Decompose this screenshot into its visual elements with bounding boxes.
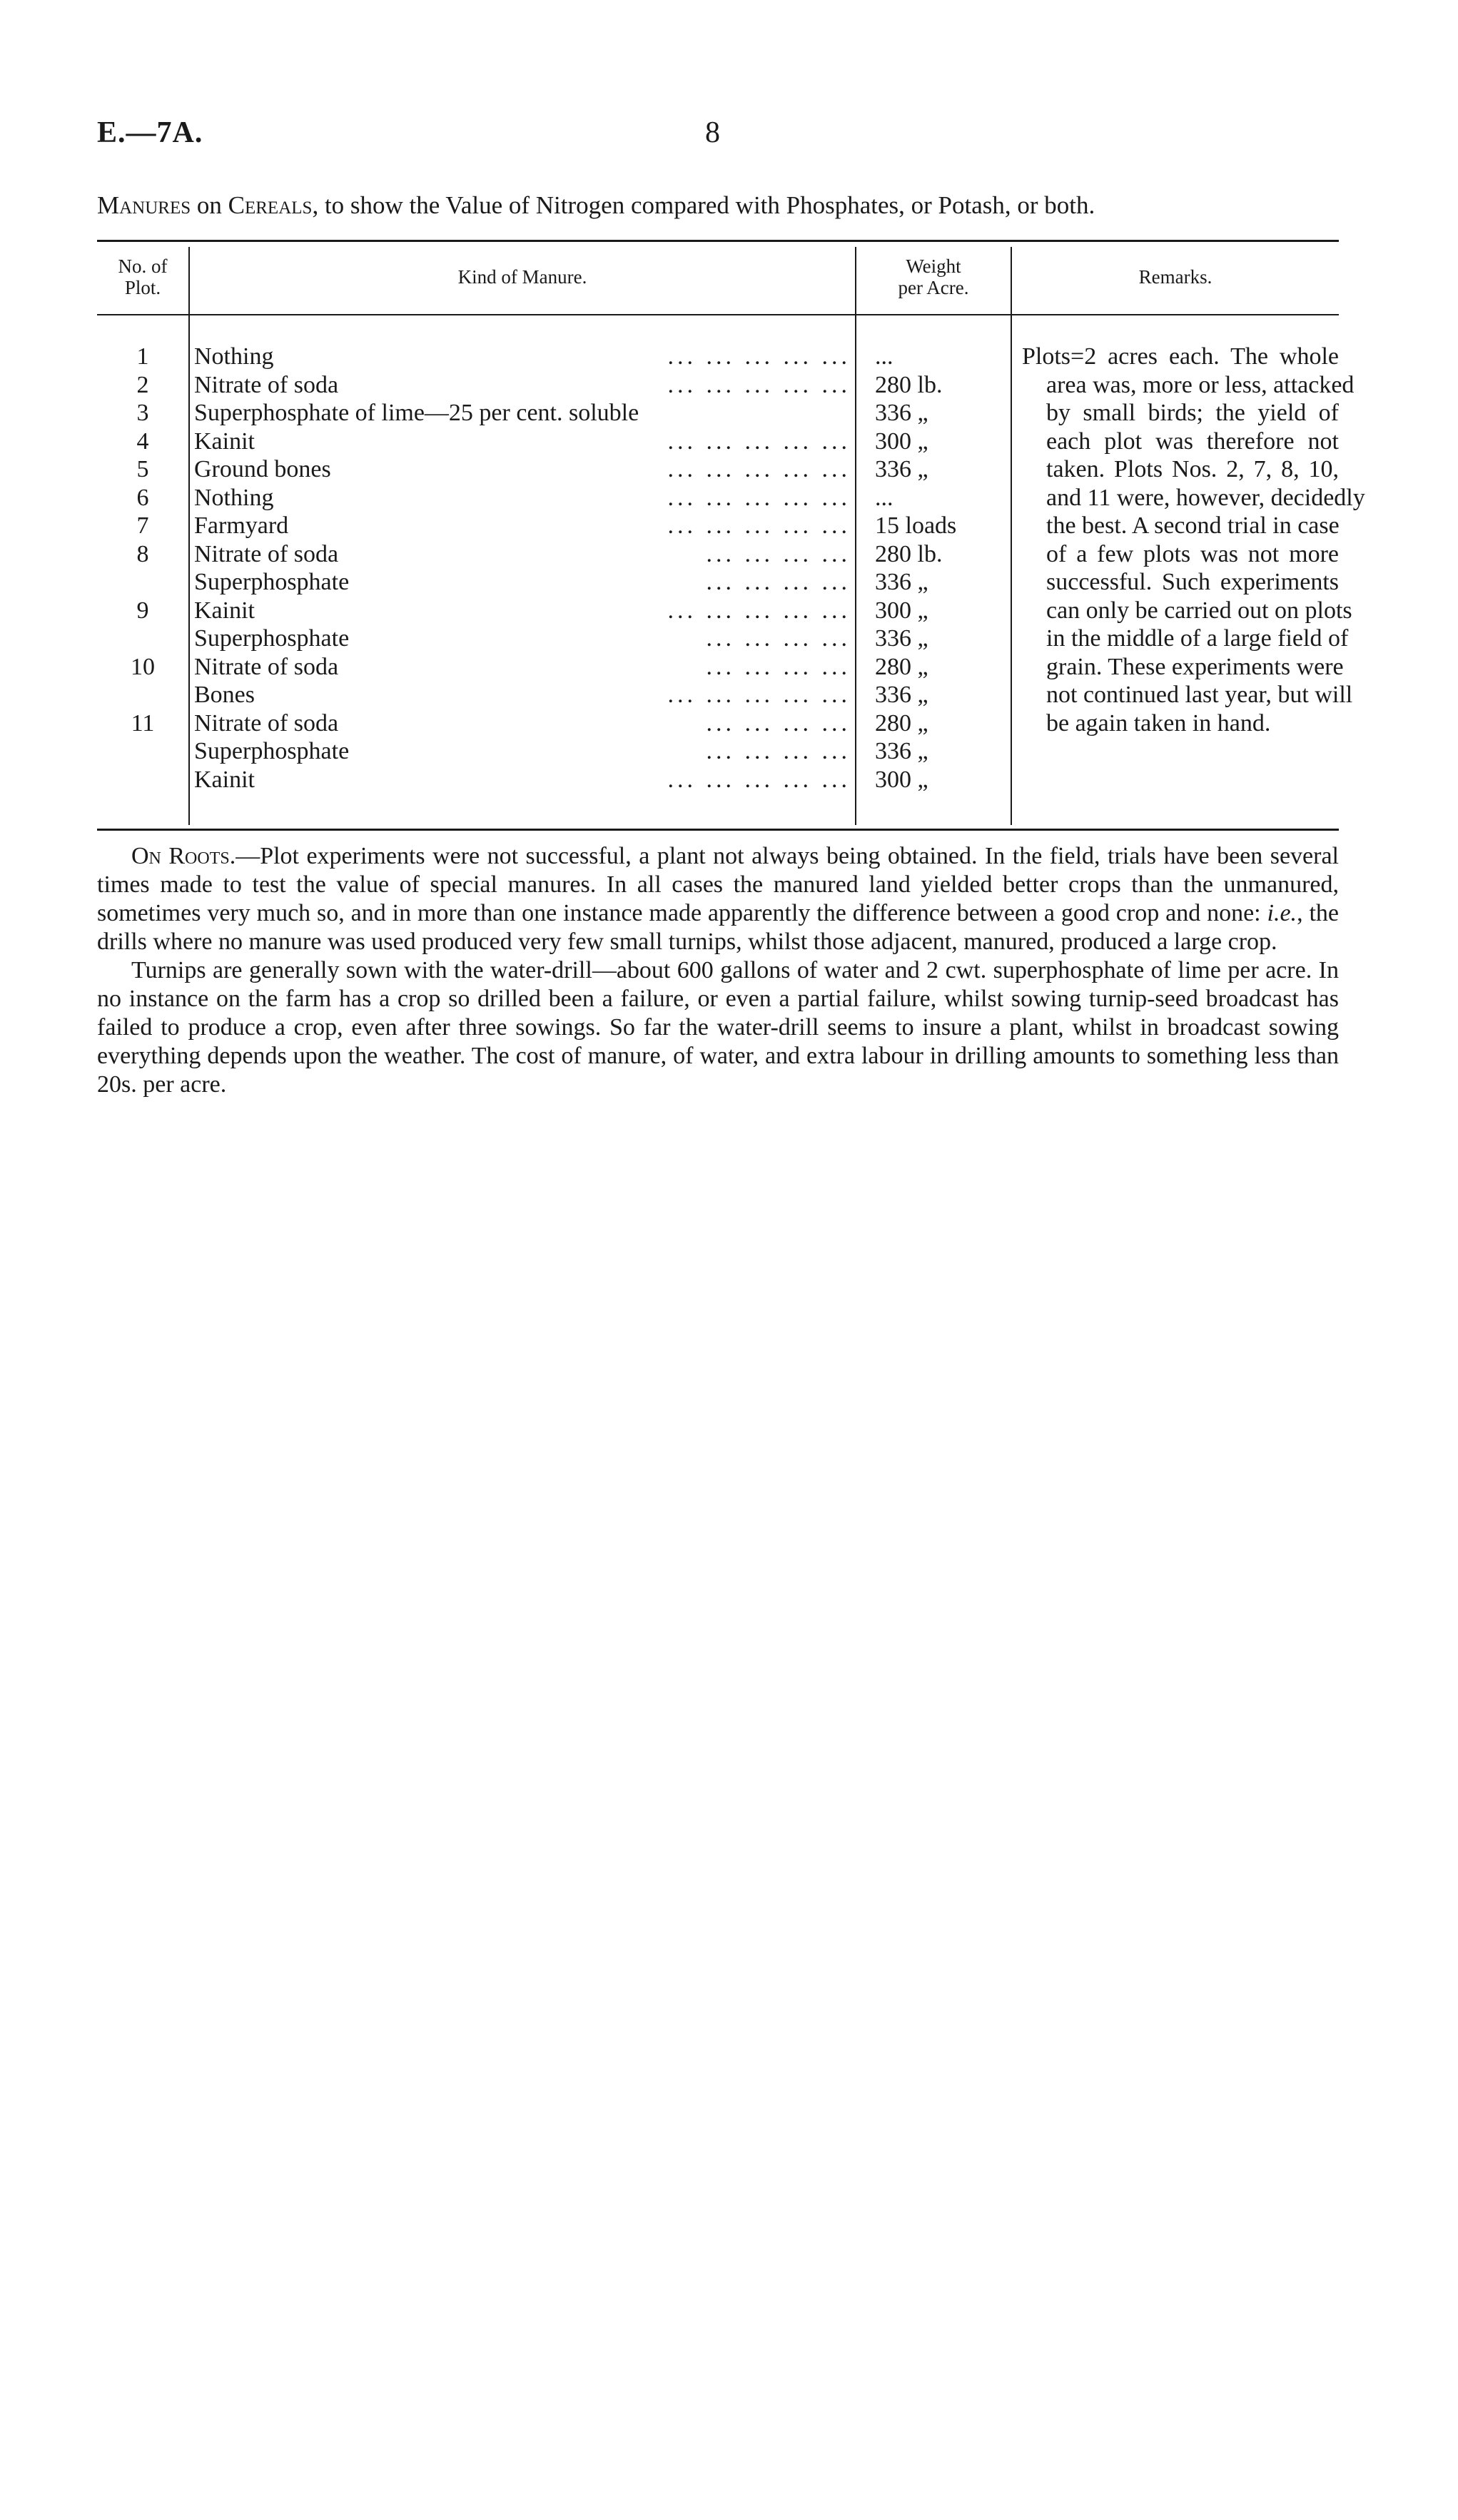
manure-row	[194, 455, 851, 484]
header-kind-of-manure	[190, 240, 855, 314]
table-title-rest: , to show the Value of Nitrogen compared with Phosphates, or Potash, or both.	[312, 191, 1095, 219]
manure-row	[194, 427, 851, 456]
header-kind-label: Kind of Manure.	[457, 266, 587, 288]
plot-number-column	[97, 343, 188, 794]
paragraph-on-roots	[97, 842, 1339, 956]
weight-value: 336 „	[875, 625, 928, 652]
manures-table	[97, 240, 1365, 832]
dot-leader: ... ... ... ...	[706, 738, 851, 764]
weight-value: ...	[875, 484, 893, 511]
manure-name: Superphosphate	[194, 625, 350, 652]
plot-number	[97, 766, 188, 794]
plot-number: 7	[136, 512, 149, 539]
remarks-line: can only be carried out on plots	[1046, 597, 1352, 624]
header-remarks-label: Remarks.	[1138, 266, 1213, 288]
remarks-line: in the middle of a large field of	[1046, 625, 1349, 652]
remarks-line: not continued last year, but will	[1046, 682, 1353, 708]
plot-number: 6	[136, 484, 149, 511]
paragraph-turnips: Turnips are generally sown with the water-drill—about 600 gallons of water and 2 cwt. superphosphate of lime per acre. In no instance on the farm has a crop so drilled been a failure, or even a partial failure, whilst sowing turnip-seed broadcast has failed to produce a crop, even after three sowings. So far the water-drill seems to insure a plant, whilst in broadcast sowing everything depends upon the weather. The cost of manure, of water, and extra labour in drilling amounts to something less than 20s. per acre.	[97, 957, 1339, 1098]
dot-leader: ... ... ... ... ...	[667, 343, 851, 370]
manure-name: Nitrate of soda	[194, 653, 339, 680]
on-roots-text: .—Plot experiments were not successful, a plant not always being obtained. In the field, trials have been several times made to test the value of special manures. In all cases the manured land yielded better crops than the unmanured, sometimes very much so, and in more than one instance made apparently the difference between a good crop and none:	[97, 843, 1339, 926]
header-plot-number	[97, 240, 188, 314]
table-title	[97, 191, 1339, 220]
weight-value: 336 „	[875, 456, 928, 482]
plot-number: 10	[131, 653, 155, 680]
weight-value: 280 „	[875, 709, 928, 737]
dot-leader: ... ... ... ... ...	[667, 597, 851, 624]
manure-row	[194, 709, 851, 738]
plot-number	[97, 737, 188, 766]
column-divider-3	[1011, 247, 1012, 825]
remarks-line: and 11 were, however, decidedly	[1046, 484, 1365, 511]
column-divider-2	[855, 247, 856, 825]
plot-number: 9	[136, 597, 149, 624]
remarks-line: each plot was therefore not	[1046, 427, 1339, 455]
column-divider-1	[188, 247, 190, 825]
weight-value: 280 lb.	[875, 540, 943, 567]
manure-name: Nitrate of soda	[194, 371, 339, 398]
dot-leader: ... ... ... ...	[706, 653, 851, 680]
dot-leader: ... ... ... ...	[706, 540, 851, 567]
weight-value: 300 „	[875, 427, 928, 455]
dot-leader: ... ... ... ... ...	[667, 766, 851, 793]
plot-number	[97, 624, 188, 653]
manure-name: Kainit	[194, 766, 255, 793]
remarks-line: by small birds; the yield of	[1046, 400, 1339, 426]
remarks-line: successful. Such experiments	[1046, 569, 1339, 595]
plot-number: 2	[136, 371, 149, 398]
manure-row	[194, 597, 851, 625]
table-title-manures: Manures	[97, 191, 191, 219]
manure-name: Nitrate of soda	[194, 709, 339, 737]
weight-value: 280 lb.	[875, 371, 943, 398]
plot-number: 8	[136, 540, 149, 567]
weight-value: 336 „	[875, 738, 928, 764]
plot-number	[97, 681, 188, 709]
manure-name: Nothing	[194, 343, 274, 370]
manure-row	[194, 540, 851, 569]
table-title-cereals: Cereals	[228, 191, 313, 219]
remarks-line: Plots=2 acres each. The whole	[1022, 343, 1339, 370]
manure-row	[194, 399, 851, 427]
plot-number: 11	[131, 709, 155, 737]
dot-leader: ... ... ... ... ...	[667, 484, 851, 511]
dot-leader	[639, 399, 851, 427]
manure-name: Superphosphate	[194, 569, 350, 595]
weight-per-acre-column	[862, 343, 1005, 794]
manure-name: Nitrate of soda	[194, 540, 339, 567]
body-text	[97, 842, 1339, 1099]
manure-row	[194, 568, 851, 597]
plot-number: 3	[136, 400, 149, 426]
remarks-line: be again taken in hand.	[1046, 709, 1271, 737]
manure-name: Bones	[194, 682, 255, 708]
header-remarks	[1012, 240, 1339, 314]
manure-name: Kainit	[194, 597, 255, 624]
plot-number: 5	[136, 456, 149, 482]
manure-row	[194, 624, 851, 653]
weight-value: 300 „	[875, 766, 928, 793]
manure-name: Kainit	[194, 427, 255, 455]
header-weight-line1: Weight	[906, 255, 961, 277]
weight-value: 300 „	[875, 597, 928, 624]
dot-leader: ... ... ... ...	[706, 625, 851, 652]
plot-number	[97, 568, 188, 597]
remarks-line: area was, more or less, attacked	[1046, 371, 1355, 398]
plot-number: 4	[136, 427, 149, 455]
manure-row	[194, 766, 851, 794]
remarks-line: of a few plots was not more	[1046, 540, 1339, 567]
weight-value: 336 „	[875, 569, 928, 595]
dot-leader: ... ... ... ...	[706, 709, 851, 737]
dot-leader: ... ... ... ... ...	[667, 456, 851, 482]
on-roots-italic: i.e.	[1267, 900, 1297, 926]
header-weight	[856, 240, 1011, 314]
manure-row	[194, 484, 851, 512]
on-roots-heading: On Roots	[131, 843, 230, 869]
manure-name: Ground bones	[194, 456, 331, 482]
manure-row	[194, 681, 851, 709]
dot-leader: ... ... ... ... ...	[667, 512, 851, 539]
manure-row	[194, 371, 851, 400]
weight-value: 336 „	[875, 682, 928, 708]
manure-name: Farmyard	[194, 512, 289, 539]
table-header-rule	[97, 314, 1339, 315]
manure-name: Superphosphate	[194, 738, 350, 764]
manure-name: Nothing	[194, 484, 274, 511]
remarks-line: the best. A second trial in case	[1046, 512, 1340, 539]
page-number: 8	[705, 116, 720, 149]
table-bottom-rule	[97, 829, 1339, 831]
header-plot-number-line1: No. of	[118, 255, 168, 277]
weight-value: 336 „	[875, 400, 928, 426]
weight-value: ...	[875, 343, 893, 370]
weight-value: 15 loads	[875, 512, 957, 539]
dot-leader: ... ... ... ... ...	[667, 682, 851, 708]
manure-row	[194, 737, 851, 766]
manure-row	[194, 512, 851, 540]
plot-number: 1	[136, 343, 149, 370]
dot-leader: ... ... ... ... ...	[667, 371, 851, 398]
weight-value: 280 „	[875, 653, 928, 680]
dot-leader: ... ... ... ...	[706, 569, 851, 595]
on-roots-text-end: , the drills where no manure was used produced very few small turnips, whilst those adjacent, manured, produced a large crop.	[97, 900, 1339, 955]
kind-of-manure-column	[194, 343, 851, 794]
page-reference: E.—7A.	[97, 116, 203, 149]
manure-name: Superphosphate of lime—25 per cent. soluble	[194, 400, 639, 426]
dot-leader: ... ... ... ... ...	[667, 427, 851, 455]
manure-row	[194, 653, 851, 682]
table-title-on: on	[191, 191, 228, 219]
remarks-line: grain. These experiments were	[1046, 653, 1344, 680]
manure-row	[194, 343, 851, 371]
header-plot-number-line2: Plot.	[124, 277, 161, 298]
remarks-column	[1022, 343, 1365, 737]
remarks-line: taken. Plots Nos. 2, 7, 8, 10,	[1046, 456, 1339, 482]
header-weight-line2: per Acre.	[898, 277, 969, 298]
